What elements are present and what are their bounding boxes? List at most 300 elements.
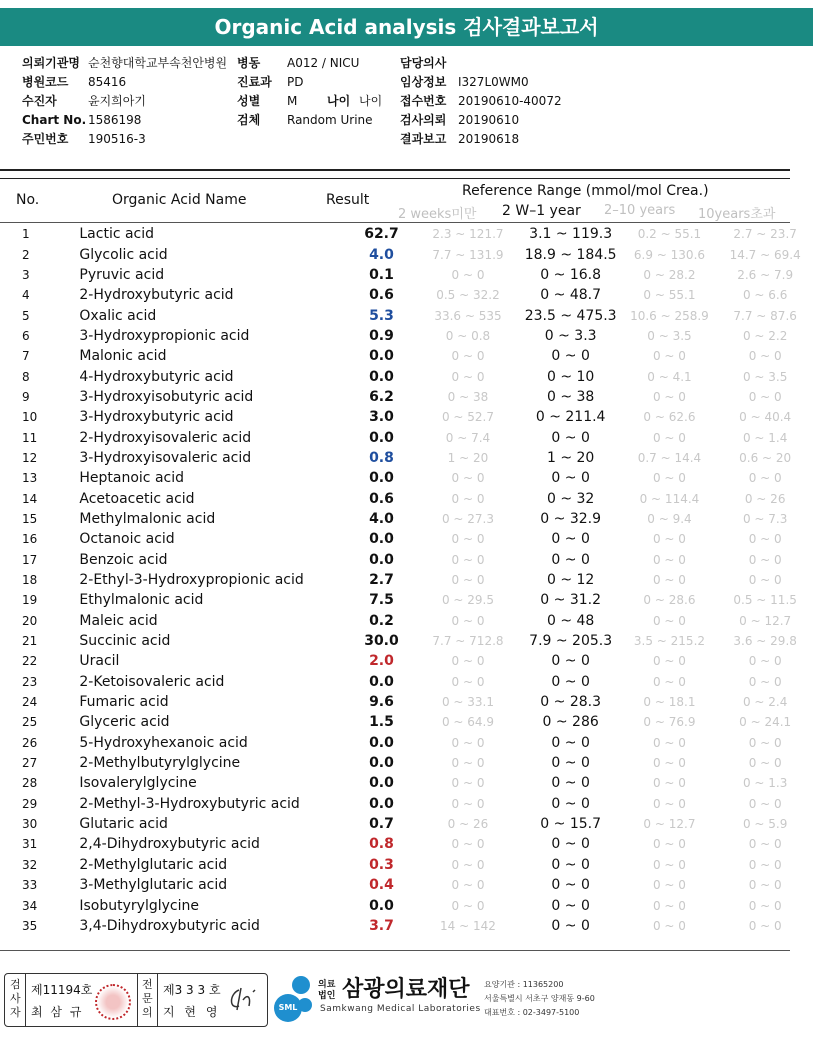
ward-label: 병동 bbox=[237, 56, 261, 70]
ref-range-over-10years: 0 ~ 0 bbox=[748, 898, 782, 913]
hospital-value: 순천향대학교부속천안병원 bbox=[88, 56, 228, 70]
ref-range-over-10years: 0 ~ 0 bbox=[748, 654, 782, 669]
row-number: 29 bbox=[22, 796, 38, 811]
ref-range-under-2weeks: 0 ~ 64.9 bbox=[441, 715, 494, 730]
report-title: Organic Acid analysis 검사결과보고서 bbox=[0, 8, 813, 46]
ref-range-over-10years: 0 ~ 7.3 bbox=[742, 511, 788, 526]
patient-value: 윤지희아기 bbox=[88, 94, 146, 108]
examiner-role: 검사자 bbox=[10, 978, 21, 1019]
table-row bbox=[0, 387, 813, 407]
row-number: 32 bbox=[22, 857, 38, 872]
ref-range-2-10years: 0 ~ 0 bbox=[652, 532, 686, 547]
ref-range-over-10years: 0 ~ 40.4 bbox=[739, 410, 792, 425]
organic-acid-name: 2-Hydroxybutyric acid bbox=[79, 287, 234, 304]
ref-range-2w-1year: 0 ~ 48 bbox=[546, 612, 595, 629]
row-number: 34 bbox=[22, 898, 38, 913]
table-row bbox=[0, 427, 813, 447]
organic-acid-name: Heptanoic acid bbox=[79, 470, 184, 487]
ref-range-under-2weeks: 0 ~ 0 bbox=[451, 756, 485, 771]
ref-range-over-10years: 2.6 ~ 7.9 bbox=[737, 267, 794, 282]
signer-box bbox=[4, 973, 268, 1027]
ref-range-2-10years: 0 ~ 0 bbox=[652, 735, 686, 750]
specialist-license: 제3 3 3 호 bbox=[163, 983, 221, 997]
result-value: 7.5 bbox=[369, 592, 394, 609]
organic-acid-name: Oxalic acid bbox=[79, 307, 157, 324]
ref-range-2-10years: 0 ~ 0 bbox=[652, 654, 686, 669]
ref-range-2-10years: 0.2 ~ 55.1 bbox=[637, 227, 702, 242]
ref-range-2-10years: 0 ~ 0 bbox=[652, 573, 686, 588]
row-number: 13 bbox=[22, 471, 38, 486]
row-number: 4 bbox=[22, 288, 30, 303]
table-bottom-rule bbox=[0, 950, 790, 951]
organic-acid-name: Glycolic acid bbox=[79, 246, 168, 263]
ref-range-over-10years: 0 ~ 0 bbox=[748, 796, 782, 811]
ref-range-2-10years: 0 ~ 0 bbox=[652, 776, 686, 791]
report-date-value: 20190618 bbox=[458, 132, 520, 146]
ref-range-2w-1year: 1 ~ 20 bbox=[546, 449, 595, 466]
row-number: 9 bbox=[22, 389, 30, 404]
ref-range-over-10years: 0 ~ 0 bbox=[748, 756, 782, 771]
ref-range-2w-1year: 0 ~ 0 bbox=[551, 917, 590, 934]
ref-range-2-10years: 0 ~ 0 bbox=[652, 898, 686, 913]
ref-range-2w-1year: 0 ~ 0 bbox=[551, 429, 590, 446]
sml-badge-text: SML bbox=[278, 1003, 298, 1012]
ref-range-2w-1year: 0 ~ 0 bbox=[551, 795, 590, 812]
table-row bbox=[0, 773, 813, 793]
result-value: 0.1 bbox=[369, 266, 394, 283]
result-value: 0.0 bbox=[369, 775, 394, 792]
table-row bbox=[0, 224, 813, 244]
ref-range-2w-1year: 0 ~ 31.2 bbox=[540, 592, 602, 609]
result-value: 0.7 bbox=[369, 816, 394, 833]
ref-range-under-2weeks: 0 ~ 26 bbox=[447, 817, 489, 832]
accession-label: 접수번호 bbox=[400, 94, 447, 108]
result-value: 0.0 bbox=[369, 755, 394, 772]
ref-range-under-2weeks: 0 ~ 0 bbox=[451, 654, 485, 669]
ref-range-under-2weeks: 7.7 ~ 131.9 bbox=[432, 247, 504, 262]
result-value: 0.0 bbox=[369, 429, 394, 446]
age-value: 나이 bbox=[359, 94, 383, 108]
result-value: 2.0 bbox=[369, 653, 394, 670]
ref-range-under-2weeks: 0 ~ 0 bbox=[451, 878, 485, 893]
table-row bbox=[0, 712, 813, 732]
ref-range-under-2weeks: 0 ~ 27.3 bbox=[441, 511, 494, 526]
patient-label: 수진자 bbox=[22, 94, 57, 108]
ref-col-2w-1year: 2 W–1 year bbox=[502, 203, 581, 219]
ref-range-over-10years: 0 ~ 2.2 bbox=[742, 328, 788, 343]
ref-range-over-10years: 0 ~ 0 bbox=[748, 471, 782, 486]
signature-icon bbox=[225, 984, 261, 1014]
result-value: 1.5 bbox=[369, 714, 394, 731]
row-number: 28 bbox=[22, 776, 38, 791]
row-number: 31 bbox=[22, 837, 38, 852]
result-value: 0.0 bbox=[369, 734, 394, 751]
examiner-name: 최 삼 규 bbox=[31, 1005, 84, 1019]
table-row bbox=[0, 265, 813, 285]
row-number: 20 bbox=[22, 613, 38, 628]
ref-range-over-10years: 0 ~ 0 bbox=[748, 552, 782, 567]
organic-acid-name: Pyruvic acid bbox=[79, 266, 165, 283]
ref-range-over-10years: 0 ~ 0 bbox=[748, 573, 782, 588]
organic-acid-name: 3-Hydroxybutyric acid bbox=[79, 409, 234, 426]
table-row bbox=[0, 468, 813, 488]
row-number: 23 bbox=[22, 674, 38, 689]
resident-no-value: 190516-3 bbox=[88, 132, 146, 146]
ref-range-2w-1year: 7.9 ~ 205.3 bbox=[529, 633, 613, 650]
organic-acid-name: 3-Methylglutaric acid bbox=[79, 877, 228, 894]
row-number: 22 bbox=[22, 654, 38, 669]
result-value: 0.6 bbox=[369, 287, 394, 304]
row-number: 11 bbox=[22, 430, 38, 445]
ref-col-over-10years: 10years초과 bbox=[698, 207, 776, 222]
specialist-name: 지 현 영 bbox=[163, 1005, 221, 1019]
organic-acid-name: Octanoic acid bbox=[79, 531, 175, 548]
info-mid bbox=[237, 54, 382, 130]
organic-acid-name: 3-Hydroxyisovaleric acid bbox=[79, 449, 252, 466]
table-row bbox=[0, 875, 813, 895]
sml-logo-icon bbox=[272, 974, 316, 1024]
ref-range-over-10years: 0 ~ 0 bbox=[748, 857, 782, 872]
organic-acid-name: Acetoacetic acid bbox=[79, 490, 195, 507]
ref-range-2-10years: 0 ~ 0 bbox=[652, 796, 686, 811]
row-number: 6 bbox=[22, 328, 30, 343]
ref-range-2w-1year: 0 ~ 15.7 bbox=[540, 816, 602, 833]
org-english: Samkwang Medical Laboratories bbox=[320, 1004, 481, 1014]
ref-range-over-10years: 0 ~ 0 bbox=[748, 918, 782, 933]
org-contact bbox=[484, 978, 595, 1020]
ref-range-2-10years: 0 ~ 0 bbox=[652, 349, 686, 364]
ref-range-2w-1year: 0 ~ 286 bbox=[542, 714, 599, 731]
table-row bbox=[0, 895, 813, 915]
ref-range-over-10years: 0.5 ~ 11.5 bbox=[733, 593, 797, 608]
ref-range-2w-1year: 0 ~ 48.7 bbox=[540, 287, 602, 304]
org-contact-address: 서울특별시 서초구 양재동 9-60 bbox=[484, 994, 595, 1003]
organic-acid-name: Glyceric acid bbox=[79, 714, 170, 731]
ref-range-2w-1year: 0 ~ 0 bbox=[551, 897, 590, 914]
ref-range-2-10years: 0 ~ 28.6 bbox=[643, 593, 696, 608]
row-number: 14 bbox=[22, 491, 38, 506]
ref-range-under-2weeks: 0 ~ 0 bbox=[451, 573, 485, 588]
ref-range-over-10years: 0.6 ~ 20 bbox=[739, 450, 792, 465]
ref-range-over-10years: 0 ~ 0 bbox=[748, 837, 782, 852]
sex-label: 성별 bbox=[237, 94, 261, 108]
table-row bbox=[0, 488, 813, 508]
row-number: 15 bbox=[22, 511, 38, 526]
organic-acid-name: 4-Hydroxybutyric acid bbox=[79, 368, 234, 385]
ref-range-2w-1year: 0 ~ 32.9 bbox=[540, 510, 602, 527]
row-number: 25 bbox=[22, 715, 38, 730]
ref-range-under-2weeks: 0 ~ 38 bbox=[447, 389, 489, 404]
results-table bbox=[0, 224, 813, 936]
ref-range-2-10years: 0 ~ 76.9 bbox=[643, 715, 696, 730]
row-number: 35 bbox=[22, 918, 38, 933]
table-row bbox=[0, 550, 813, 570]
ref-range-under-2weeks: 1 ~ 20 bbox=[447, 450, 489, 465]
ref-range-under-2weeks: 0 ~ 0.8 bbox=[445, 328, 491, 343]
organic-acid-name: 2-Methylglutaric acid bbox=[79, 856, 228, 873]
result-value: 62.7 bbox=[364, 226, 399, 243]
ref-col-2-10years: 2–10 years bbox=[604, 203, 676, 218]
row-number: 33 bbox=[22, 878, 38, 893]
result-value: 0.6 bbox=[369, 490, 394, 507]
ref-range-2w-1year: 0 ~ 38 bbox=[546, 388, 595, 405]
result-value: 4.0 bbox=[369, 246, 394, 263]
ref-range-2-10years: 0 ~ 0 bbox=[652, 878, 686, 893]
row-number: 24 bbox=[22, 695, 38, 710]
organic-acid-name: 5-Hydroxyhexanoic acid bbox=[79, 734, 248, 751]
organic-acid-name: Succinic acid bbox=[79, 633, 171, 650]
ref-range-2w-1year: 0 ~ 0 bbox=[551, 348, 590, 365]
ref-range-2-10years: 0 ~ 0 bbox=[652, 837, 686, 852]
ref-range-2w-1year: 0 ~ 0 bbox=[551, 877, 590, 894]
sex-value: M bbox=[287, 94, 298, 108]
row-number: 30 bbox=[22, 817, 38, 832]
ref-range-2w-1year: 3.1 ~ 119.3 bbox=[529, 226, 613, 243]
table-row bbox=[0, 529, 813, 549]
result-value: 0.8 bbox=[369, 449, 394, 466]
result-value: 0.0 bbox=[369, 531, 394, 548]
ref-range-2-10years: 0 ~ 28.2 bbox=[643, 267, 696, 282]
ref-range-2-10years: 0 ~ 0 bbox=[652, 552, 686, 567]
ref-range-under-2weeks: 0 ~ 0 bbox=[451, 471, 485, 486]
ref-range-2w-1year: 0 ~ 0 bbox=[551, 856, 590, 873]
col-header-result: Result bbox=[326, 192, 370, 208]
ref-range-under-2weeks: 0 ~ 52.7 bbox=[441, 410, 494, 425]
ref-range-2w-1year: 0 ~ 0 bbox=[551, 531, 590, 548]
resident-no-label: 주민번호 bbox=[22, 132, 69, 146]
organic-acid-name: 3-Hydroxypropionic acid bbox=[79, 327, 250, 344]
ref-range-2w-1year: 0 ~ 0 bbox=[551, 734, 590, 751]
result-value: 4.0 bbox=[369, 510, 394, 527]
ref-range-under-2weeks: 0 ~ 0 bbox=[451, 532, 485, 547]
ref-range-under-2weeks: 0.5 ~ 32.2 bbox=[436, 288, 500, 303]
ref-range-over-10years: 3.6 ~ 29.8 bbox=[733, 634, 797, 649]
age-label: 나이 bbox=[327, 94, 351, 108]
result-value: 0.0 bbox=[369, 673, 394, 690]
ref-range-over-10years: 0 ~ 0 bbox=[748, 532, 782, 547]
organic-acid-name: Maleic acid bbox=[79, 612, 158, 629]
ref-range-2-10years: 0.7 ~ 14.4 bbox=[637, 450, 702, 465]
result-value: 5.3 bbox=[369, 307, 394, 324]
result-value: 9.6 bbox=[369, 694, 394, 711]
ref-range-2w-1year: 0 ~ 0 bbox=[551, 470, 590, 487]
organic-acid-name: 2-Methylbutyrylglycine bbox=[79, 755, 241, 772]
row-number: 2 bbox=[22, 247, 30, 262]
ref-range-under-2weeks: 0 ~ 0 bbox=[451, 898, 485, 913]
ref-range-under-2weeks: 0 ~ 29.5 bbox=[441, 593, 494, 608]
result-value: 2.7 bbox=[369, 572, 394, 589]
hospital-code-label: 병원코드 bbox=[22, 75, 69, 89]
row-number: 21 bbox=[22, 634, 38, 649]
department-label: 진료과 bbox=[237, 75, 272, 89]
ref-range-over-10years: 14.7 ~ 69.4 bbox=[729, 247, 801, 262]
chart-no-value: 1586198 bbox=[88, 113, 142, 127]
org-contact-code: 요양기관 : 11365200 bbox=[484, 980, 564, 989]
organic-acid-name: 2-Ethyl-3-Hydroxypropionic acid bbox=[79, 572, 304, 589]
ref-range-over-10years: 0 ~ 6.6 bbox=[742, 288, 788, 303]
table-row bbox=[0, 346, 813, 366]
examiner-seal-icon bbox=[95, 984, 131, 1020]
row-number: 5 bbox=[22, 308, 30, 323]
organic-acid-name: Glutaric acid bbox=[79, 816, 168, 833]
report-date-label: 결과보고 bbox=[400, 132, 447, 146]
table-row bbox=[0, 285, 813, 305]
table-row bbox=[0, 448, 813, 468]
ref-range-2-10years: 0 ~ 0 bbox=[652, 674, 686, 689]
row-number: 12 bbox=[22, 450, 38, 465]
table-row bbox=[0, 407, 813, 427]
ref-range-2-10years: 0 ~ 3.5 bbox=[647, 328, 692, 343]
ref-range-over-10years: 0 ~ 24.1 bbox=[739, 715, 792, 730]
ref-range-under-2weeks: 0 ~ 0 bbox=[451, 837, 485, 852]
table-row bbox=[0, 733, 813, 753]
ref-col-under-2weeks: 2 weeks미만 bbox=[398, 207, 477, 222]
chart-no-label: Chart No. bbox=[22, 113, 87, 127]
ref-range-over-10years: 0 ~ 12.7 bbox=[739, 613, 792, 628]
col-header-no: No. bbox=[16, 192, 40, 208]
col-header-reference: Reference Range (mmol/mol Crea.) bbox=[462, 183, 709, 199]
table-row bbox=[0, 366, 813, 386]
ref-range-over-10years: 0 ~ 0 bbox=[748, 389, 782, 404]
table-row bbox=[0, 631, 813, 651]
organic-acid-name: 3,4-Dihydroxybutyric acid bbox=[79, 917, 260, 934]
ref-range-2-10years: 0 ~ 55.1 bbox=[643, 288, 696, 303]
organic-acid-name: 2-Ketoisovaleric acid bbox=[79, 673, 225, 690]
hospital-code-value: 85416 bbox=[88, 75, 127, 89]
result-value: 30.0 bbox=[364, 633, 399, 650]
ref-range-over-10years: 0 ~ 0 bbox=[748, 878, 782, 893]
ref-range-under-2weeks: 0 ~ 0 bbox=[451, 735, 485, 750]
result-value: 0.0 bbox=[369, 897, 394, 914]
result-value: 0.4 bbox=[369, 877, 394, 894]
ref-range-2w-1year: 0 ~ 0 bbox=[551, 775, 590, 792]
ref-range-over-10years: 0 ~ 0 bbox=[748, 735, 782, 750]
physician-label: 담당의사 bbox=[400, 56, 447, 70]
row-number: 16 bbox=[22, 532, 38, 547]
ref-range-under-2weeks: 0 ~ 0 bbox=[451, 674, 485, 689]
row-number: 27 bbox=[22, 756, 38, 771]
ref-range-2-10years: 0 ~ 4.1 bbox=[647, 369, 692, 384]
ref-range-2-10years: 0 ~ 114.4 bbox=[639, 491, 700, 506]
ref-range-2w-1year: 0 ~ 16.8 bbox=[540, 266, 602, 283]
organic-acid-name: Malonic acid bbox=[79, 348, 167, 365]
table-row bbox=[0, 672, 813, 692]
ref-range-2w-1year: 0 ~ 0 bbox=[551, 653, 590, 670]
ref-range-2w-1year: 0 ~ 12 bbox=[546, 572, 595, 589]
organic-acid-name: 2-Hydroxyisovaleric acid bbox=[79, 429, 252, 446]
ref-range-over-10years: 0 ~ 0 bbox=[748, 349, 782, 364]
row-number: 1 bbox=[22, 227, 30, 242]
ref-range-over-10years: 0 ~ 26 bbox=[744, 491, 786, 506]
row-number: 26 bbox=[22, 735, 38, 750]
ref-range-2-10years: 0 ~ 0 bbox=[652, 857, 686, 872]
ref-range-under-2weeks: 0 ~ 0 bbox=[451, 369, 485, 384]
row-number: 3 bbox=[22, 267, 30, 282]
result-value: 0.0 bbox=[369, 368, 394, 385]
ref-range-2w-1year: 0 ~ 3.3 bbox=[544, 327, 597, 344]
specimen-label: 검체 bbox=[237, 113, 261, 127]
ref-range-2w-1year: 0 ~ 32 bbox=[546, 490, 595, 507]
organic-acid-name: Methylmalonic acid bbox=[79, 510, 216, 527]
ref-range-2-10years: 3.5 ~ 215.2 bbox=[633, 634, 706, 649]
row-number: 18 bbox=[22, 573, 38, 588]
ref-range-over-10years: 0 ~ 5.9 bbox=[742, 817, 788, 832]
result-value: 0.0 bbox=[369, 551, 394, 568]
ref-range-under-2weeks: 0 ~ 0 bbox=[451, 349, 485, 364]
ref-range-2w-1year: 0 ~ 211.4 bbox=[535, 409, 606, 426]
result-value: 0.0 bbox=[369, 470, 394, 487]
ref-range-under-2weeks: 7.7 ~ 712.8 bbox=[432, 634, 504, 649]
result-value: 0.9 bbox=[369, 327, 394, 344]
organic-acid-name: Lactic acid bbox=[79, 226, 155, 243]
ref-range-under-2weeks: 14 ~ 142 bbox=[440, 918, 496, 933]
ref-range-under-2weeks: 0 ~ 7.4 bbox=[445, 430, 491, 445]
ref-range-over-10years: 0 ~ 3.5 bbox=[742, 369, 788, 384]
row-number: 17 bbox=[22, 552, 38, 567]
ref-range-2w-1year: 0 ~ 28.3 bbox=[540, 694, 602, 711]
ref-range-2-10years: 0 ~ 0 bbox=[652, 756, 686, 771]
organic-acid-name: 3-Hydroxyisobutyric acid bbox=[79, 388, 254, 405]
table-head-rule bbox=[0, 222, 790, 223]
ref-range-over-10years: 0 ~ 2.4 bbox=[742, 695, 788, 710]
row-number: 19 bbox=[22, 593, 38, 608]
table-row bbox=[0, 509, 813, 529]
row-number: 10 bbox=[22, 410, 38, 425]
organic-acid-name: Isobutyrylglycine bbox=[79, 897, 199, 914]
ref-range-2w-1year: 0 ~ 0 bbox=[551, 755, 590, 772]
ref-range-2w-1year: 0 ~ 0 bbox=[551, 836, 590, 853]
table-row bbox=[0, 570, 813, 590]
ref-range-under-2weeks: 0 ~ 33.1 bbox=[441, 695, 494, 710]
ref-range-2-10years: 0 ~ 0 bbox=[652, 430, 686, 445]
table-row bbox=[0, 692, 813, 712]
organic-acid-name: 2-Methyl-3-Hydroxybutyric acid bbox=[79, 795, 300, 812]
table-row bbox=[0, 305, 813, 325]
ref-range-2-10years: 0 ~ 18.1 bbox=[643, 695, 696, 710]
ref-range-under-2weeks: 0 ~ 0 bbox=[451, 796, 485, 811]
organic-acid-name: Benzoic acid bbox=[79, 551, 168, 568]
ref-range-2-10years: 6.9 ~ 130.6 bbox=[633, 247, 706, 262]
ref-range-2-10years: 0 ~ 0 bbox=[652, 389, 686, 404]
ref-range-2-10years: 0 ~ 12.7 bbox=[643, 817, 696, 832]
result-value: 0.0 bbox=[369, 795, 394, 812]
header-divider bbox=[0, 169, 790, 171]
table-row bbox=[0, 590, 813, 610]
organic-acid-name: Uracil bbox=[79, 653, 120, 670]
row-number: 7 bbox=[22, 349, 30, 364]
clinical-info-value: I327L0WM0 bbox=[458, 75, 529, 89]
ref-range-2-10years: 0 ~ 0 bbox=[652, 471, 686, 486]
ref-range-over-10years: 7.7 ~ 87.6 bbox=[733, 308, 797, 323]
result-value: 3.7 bbox=[369, 917, 394, 934]
ref-range-2w-1year: 0 ~ 10 bbox=[546, 368, 595, 385]
table-row bbox=[0, 611, 813, 631]
ref-range-under-2weeks: 0 ~ 0 bbox=[451, 857, 485, 872]
table-row bbox=[0, 814, 813, 834]
row-number: 8 bbox=[22, 369, 30, 384]
department-value: PD bbox=[287, 75, 304, 89]
table-row bbox=[0, 651, 813, 671]
ref-range-2-10years: 0 ~ 0 bbox=[652, 613, 686, 628]
result-value: 0.8 bbox=[369, 836, 394, 853]
request-date-label: 검사의뢰 bbox=[400, 113, 447, 127]
ref-range-2w-1year: 0 ~ 0 bbox=[551, 551, 590, 568]
org-prefix: 의료법인 bbox=[318, 980, 336, 1001]
organic-acid-name: 2,4-Dihydroxybutyric acid bbox=[79, 836, 260, 853]
org-contact-phone: 대표번호 : 02-3497-5100 bbox=[484, 1008, 580, 1017]
ref-range-under-2weeks: 0 ~ 0 bbox=[451, 613, 485, 628]
specialist-role: 전문의 bbox=[142, 978, 153, 1019]
